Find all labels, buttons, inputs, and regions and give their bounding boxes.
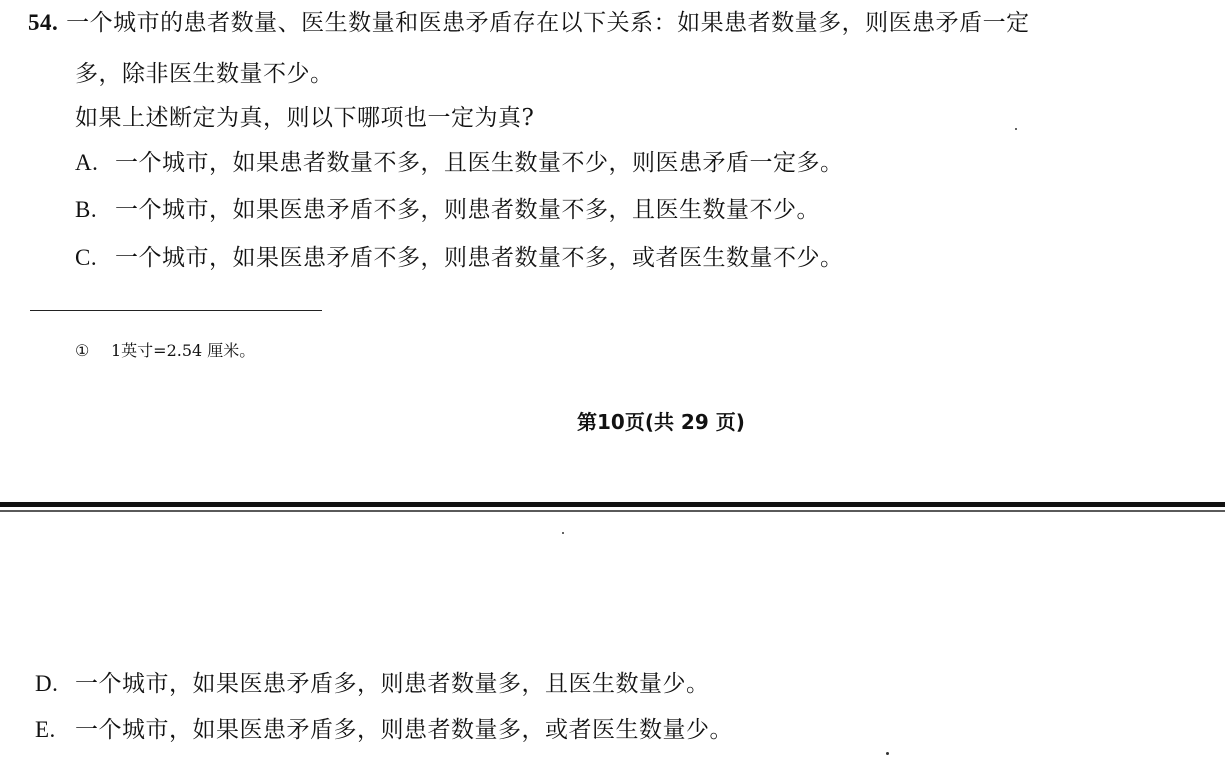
question-stem-text: 一个城市的患者数量、医生数量和医患矛盾存在以下关系：如果患者数量多，则医患矛盾一定	[66, 10, 1030, 36]
footnote-rule	[30, 310, 322, 311]
option-c	[75, 244, 844, 272]
option-c-letter: C.	[75, 245, 98, 270]
option-e-letter: E.	[35, 717, 56, 742]
footnote	[75, 341, 255, 361]
option-b	[75, 196, 820, 224]
question-number: 54.	[28, 10, 59, 35]
scan-speck	[562, 532, 564, 534]
page-number: 第10页(共 29 页)	[577, 410, 745, 434]
option-b-letter: B.	[75, 197, 98, 222]
option-b-text: 一个城市，如果医患矛盾不多，则患者数量不多，且医生数量不少。	[115, 197, 820, 223]
question-stem-line-1	[28, 9, 1030, 37]
footnote-marker: ①	[75, 341, 90, 360]
option-a-letter: A.	[75, 150, 99, 175]
question-prompt: 如果上述断定为真，则以下哪项也一定为真?	[75, 105, 535, 131]
option-a	[75, 149, 844, 177]
scan-speck	[1015, 128, 1017, 130]
page-break-separator-thin	[0, 510, 1225, 512]
option-e	[35, 716, 733, 744]
option-e-text: 一个城市，如果医患矛盾多，则患者数量多，或者医生数量少。	[75, 717, 733, 743]
option-a-text: 一个城市，如果患者数量不多，且医生数量不少，则医患矛盾一定多。	[115, 150, 844, 176]
option-d-text: 一个城市，如果医患矛盾多，则患者数量多，且医生数量少。	[75, 671, 710, 697]
option-c-text: 一个城市，如果医患矛盾不多，则患者数量不多，或者医生数量不少。	[115, 245, 844, 271]
scan-speck	[886, 752, 889, 755]
option-d-letter: D.	[35, 671, 59, 696]
footnote-text: 1英寸=2.54 厘米。	[111, 341, 256, 360]
question-stem-line-2: 多，除非医生数量不少。	[75, 61, 334, 87]
option-d	[35, 670, 710, 698]
page-break-separator	[0, 502, 1225, 507]
